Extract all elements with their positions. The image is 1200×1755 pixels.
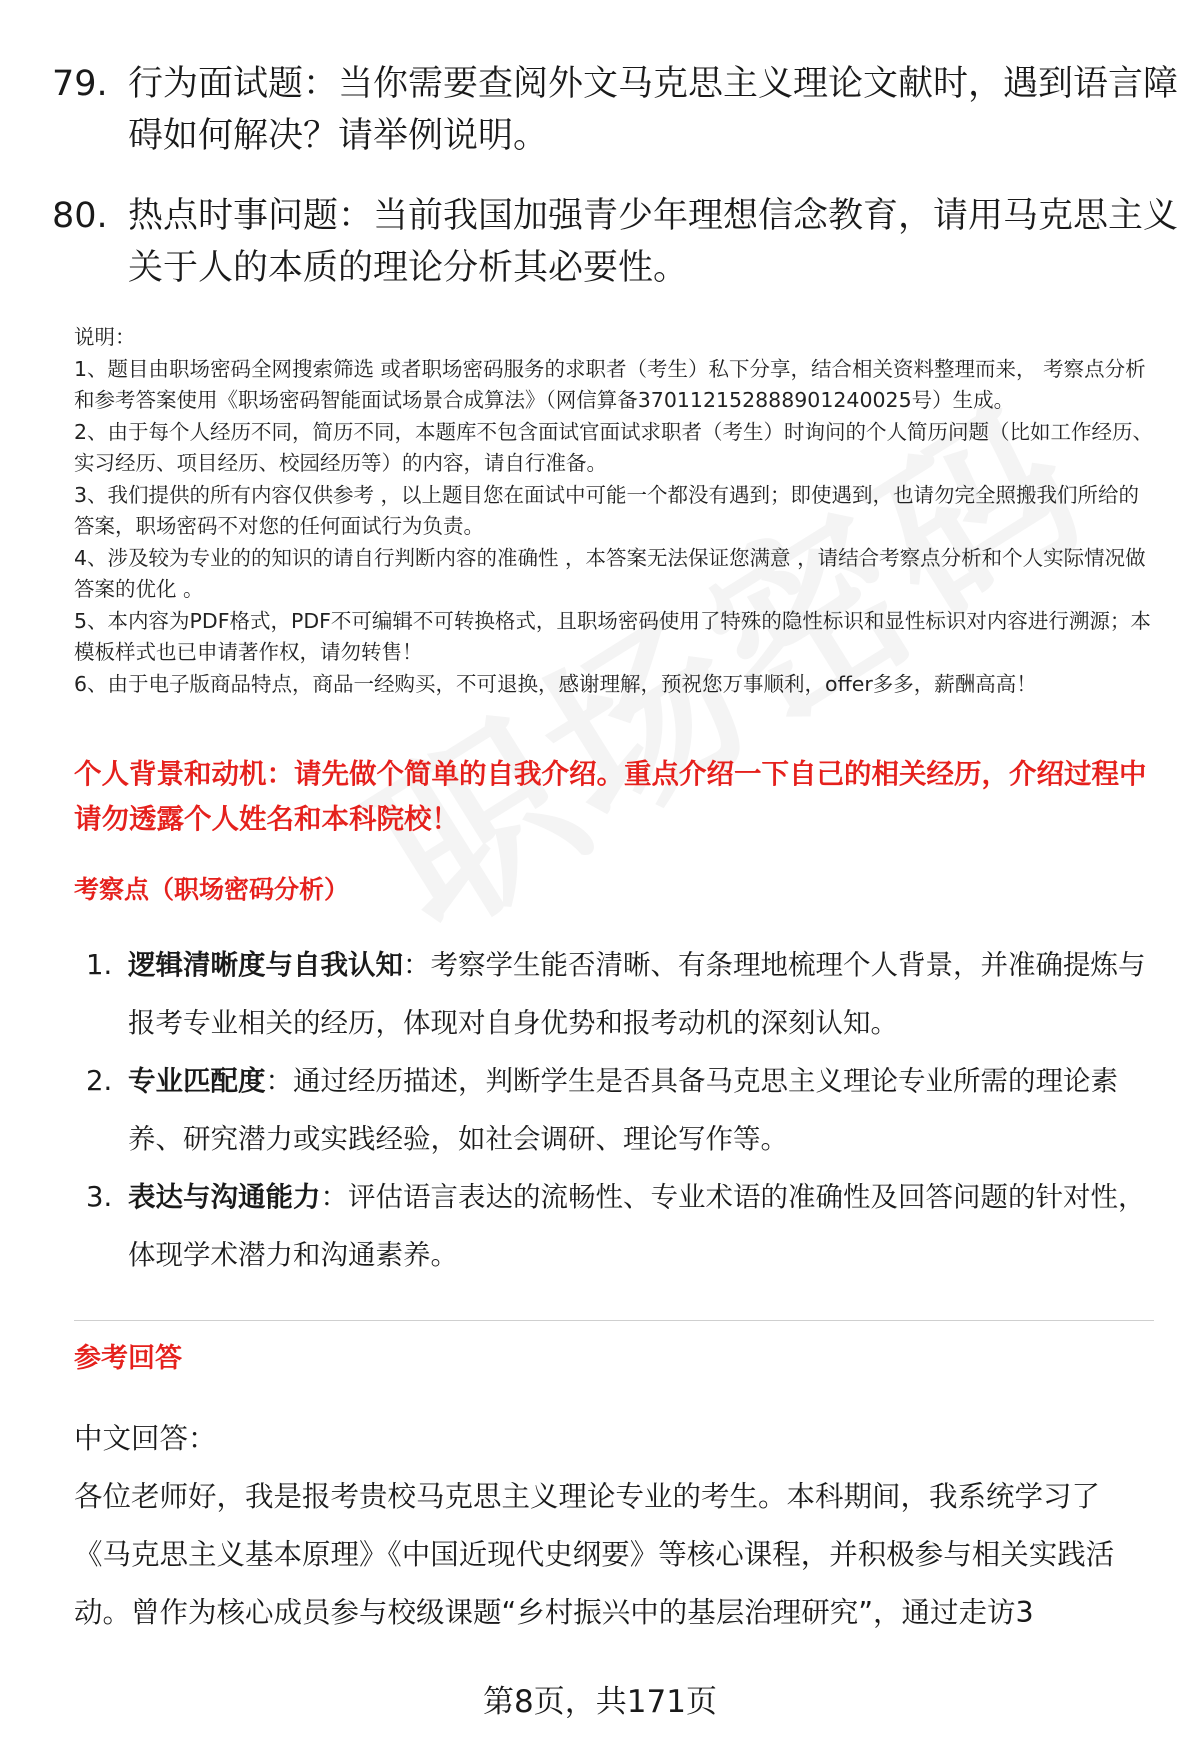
question-text: 行为面试题：当你需要查阅外文马克思主义理论文献时，遇到语言障碍如何解决？请举例说明。 (128, 64, 1179, 156)
analysis-point (74, 1168, 1154, 1284)
answer-heading: 参考回答 (74, 1343, 182, 1374)
question-text: 热点时事问题：当前我国加强青少年理想信念教育，请用马克思主义关于人的本质的理论分析其必要性。 (128, 196, 1179, 288)
note-item: 6、由于电子版商品特点，商品一经购买，不可退换，感谢理解，预祝您万事顺利，offer多多，薪酬高高！ (74, 671, 1037, 696)
point-number: 3. (86, 1181, 113, 1213)
answer-body (74, 1410, 1154, 1642)
note-item: 2、由于每个人经历不同，简历不同，本题库不包含面试官面试求职者（考生）时询问的个人简历问题（比如工作经历、实习经历、项目经历、校园经历等）的内容，请自行准备。 (74, 419, 1154, 475)
analysis-heading: 考察点（职场密码分析） (74, 875, 350, 904)
note-item: 1、题目由职场密码全网搜索筛选 或者职场密码服务的求职者（考生）私下分享，结合相关资料整理而来， 考察点分析和参考答案使用《职场密码智能面试场景合成算法》（网信算备370112152888901240025号）生成。 (74, 356, 1146, 412)
answer-text: 各位老师好，我是报考贵校马克思主义理论专业的考生。本科期间，我系统学习了《马克思主义基本原理》《中国近现代史纲要》等核心课程，并积极参与相关实践活动。曾作为核心成员参与校级课题“乡村振兴中的基层治理研究”，通过走访3 (74, 1480, 1115, 1629)
question-number: 79. (52, 64, 108, 104)
note-item: 5、本内容为PDF格式，PDF不可编辑不可转换格式，且职场密码使用了特殊的隐性标识和显性标识对内容进行溯源；本模板样式也已申请著作权，请勿转售！ (74, 608, 1151, 664)
analysis-points (74, 936, 1154, 1284)
analysis-point (74, 936, 1154, 1052)
point-title: 表达与沟通能力 (128, 1181, 321, 1213)
point-text: ：考察学生能否清晰、有条理地梳理个人背景，并准确提炼与报考专业相关的经历，体现对自身优势和报考动机的深刻认知。 (128, 949, 1146, 1039)
point-text: ：通过经历描述，判断学生是否具备马克思主义理论专业所需的理论素养、研究潜力或实践经验，如社会调研、理论写作等。 (128, 1065, 1118, 1155)
notes-section (74, 322, 1154, 700)
analysis-point (74, 1052, 1154, 1168)
question-number: 80. (52, 196, 108, 236)
note-item: 3、我们提供的所有内容仅供参考 ，以上题目您在面试中可能一个都没有遇到；即使遇到，也请勿完全照搬我们所给的答案，职场密码不对您的任何面试行为负责。 (74, 482, 1140, 538)
background-question: 个人背景和动机：请先做个简单的自我介绍。重点介绍一下自己的相关经历，介绍过程中请勿透露个人姓名和本科院校！ (74, 758, 1147, 835)
note-item: 4、涉及较为专业的的知识的请自行判断内容的准确性 ，本答案无法保证您满意 ，请结合考察点分析和个人实际情况做答案的优化 。 (74, 545, 1146, 601)
section-divider (74, 1320, 1154, 1321)
point-title: 专业匹配度 (128, 1065, 266, 1097)
point-number: 2. (86, 1065, 113, 1097)
point-title: 逻辑清晰度与自我认知 (128, 949, 403, 981)
page-number: 第8页，共171页 (483, 1684, 717, 1720)
point-number: 1. (86, 949, 113, 981)
answer-label: 中文回答： (74, 1422, 217, 1455)
notes-title: 说明： (74, 325, 136, 349)
point-text: ：评估语言表达的流畅性、专业术语的准确性及回答问题的针对性，体现学术潜力和沟通素养。 (128, 1181, 1146, 1271)
